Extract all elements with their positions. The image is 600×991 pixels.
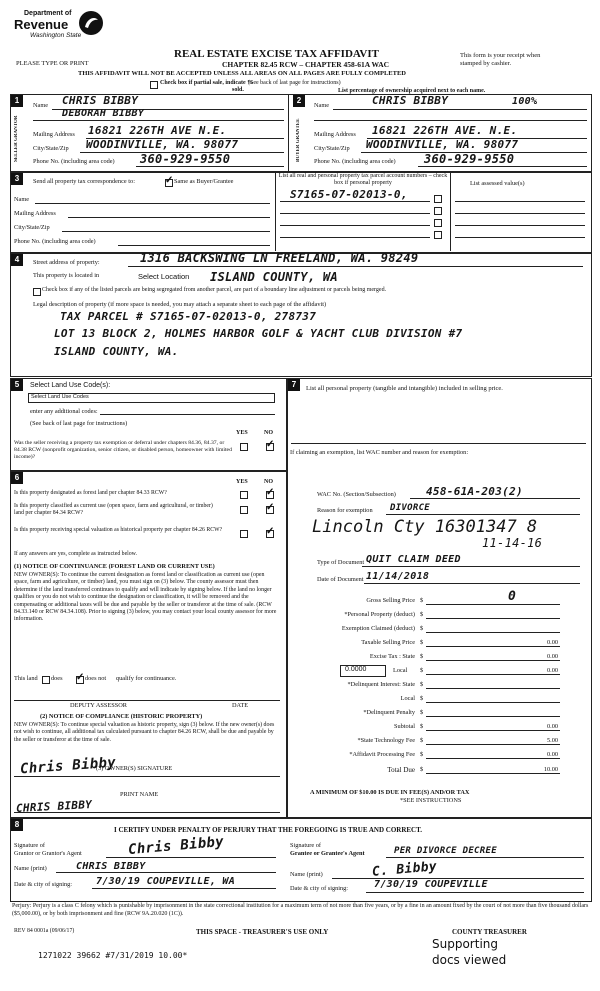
notice-2-title: (2) NOTICE OF COMPLIANCE (HISTORIC PROPERTY) [40, 713, 203, 720]
dollar-sign: $ [420, 653, 424, 660]
this-land-label: This land [14, 675, 38, 682]
buyer-side-label: BUYER GRANTEE [296, 118, 301, 162]
legal-description-label: Legal description of property (if more space is needed, you may attach a separate sheet to each page of the affidavit) [33, 301, 327, 308]
seller-mailing[interactable]: 16821 226TH AVE N.E. [88, 124, 227, 137]
section-5-number: 5 [11, 379, 23, 391]
grantor-sig-label-1: Signature of [14, 842, 45, 849]
treasurer-use-only: THIS SPACE - TREASURER'S USE ONLY [196, 928, 329, 936]
forest-q1: Is this property designated as forest land per chapter 84.33 RCW? [14, 490, 167, 496]
seller-name-label: Name [33, 102, 49, 109]
taxable-selling-label: Taxable Selling Price [361, 639, 415, 646]
notice-2-body: NEW OWNER(S): To continue special valuation as historic property, sign (3) below. If the new owner(s) does not wish to continue, all additional tax calculated pursuant to chapter 84.26 RCW, shall be due and payable by the seller or transferor at the time of sale. [14, 722, 275, 743]
grantee-date[interactable]: 7/30/19 COUPEVILLE [374, 879, 488, 890]
taxable-selling-value: 0.00 [546, 639, 558, 646]
reason-value[interactable]: DIVORCE [390, 503, 431, 513]
legal-line-3[interactable]: ISLAND COUNTY, WA. [54, 345, 179, 358]
delinquent-local-label: Local [400, 695, 415, 702]
partial-sale-label: Check box if partial sale, indicate % [160, 80, 254, 86]
reason-label: Reason for exemption [317, 507, 373, 514]
supporting-docs-line1: Supporting [432, 937, 498, 951]
land-use-no: NO [264, 430, 273, 436]
recording-stamp: 1271022 39662 #7/31/2019 10.00* [38, 951, 188, 960]
personal-property-checkbox-2[interactable] [434, 207, 442, 215]
buyer-name-label: Name [314, 102, 330, 109]
section-1-number: 1 [11, 95, 23, 107]
corr-city-label: City/State/Zip [14, 224, 50, 231]
dollar-sign: $ [420, 597, 424, 604]
grantee-name-label: Name (print) [290, 871, 323, 878]
grantor-date[interactable]: 7/30/19 COUPEVILLE, WA [96, 876, 236, 887]
parcel-accounts-header: List all real and personal property tax parcel account numbers – check box if personal property [278, 173, 448, 186]
exemption-no-checkbox[interactable] [266, 443, 274, 451]
buyer-mailing-label: Mailing Address [314, 131, 356, 138]
buyer-pct[interactable]: 100% [512, 96, 538, 107]
tech-fee-value: 5.00 [546, 737, 558, 744]
grantee-sig-label-2: Grantee or Grantee's Agent [290, 850, 365, 857]
deputy-date-label: DATE [232, 702, 249, 709]
qualify-label: qualify for continuance. [116, 675, 177, 682]
supporting-docs-line2: docs viewed [432, 953, 507, 967]
forest-q3-yes[interactable] [240, 530, 248, 538]
dollar-sign: $ [420, 695, 424, 702]
excise-state-label: Excise Tax : State [369, 653, 415, 660]
property-county[interactable]: ISLAND COUNTY, WA [210, 270, 338, 284]
dollar-sign: $ [420, 737, 424, 744]
dollar-sign: $ [420, 751, 424, 758]
partial-sale-checkbox[interactable] [150, 81, 158, 89]
located-label: This property is located in [33, 272, 100, 279]
notice-1-body: NEW OWNER(S): To continue the current designation as forest land or classification as current use (open space, farm and agriculture, or timber) land, you must sign on (3) below. The county assessor must then determine if the land transferred continues to qualify and will indicate by signing below. If the land no longer qualifies or you do not wish to continue the designation or classification, it will be removed and the compensating or additional taxes will be due and payable by the seller or transferor at the time of sale. (RCW 84.33.140 or RCW 84.34.108). Prior to signing (3) below, you may contact your local county assessor for more information. [14, 572, 277, 623]
doc-date[interactable]: 11/14/2018 [366, 571, 430, 582]
processing-fee-value: 0.00 [546, 751, 558, 758]
send-correspondence-label: Send all property tax correspondence to: [33, 178, 135, 185]
corr-mailing-label: Mailing Address [14, 210, 56, 217]
see-back-header: (See back of last page for instructions) [248, 80, 341, 86]
doc-type-label: Type of Document [317, 559, 365, 566]
minimum-due-note: A MINIMUM OF $10.00 IS DUE IN FEE(S) AND/OR TAX [310, 789, 470, 796]
notice-1-title: (1) NOTICE OF CONTINUANCE (FOREST LAND OR CURRENT USE) [14, 563, 215, 570]
local-rate-value: 0.0000 [345, 666, 367, 673]
doc-date-label: Date of Document [317, 576, 364, 583]
forest-q2-no[interactable] [266, 506, 274, 514]
segregated-checkbox[interactable] [33, 288, 41, 296]
see-instructions: *SEE INSTRUCTIONS [400, 797, 462, 804]
grantor-date-label: Date & city of signing: [14, 881, 73, 888]
owner-signature[interactable]: Chris Bibby [19, 754, 117, 778]
forest-q3: Is this property receiving special valuation as historical property per chapter 84.26 RCW? [14, 527, 223, 533]
seller-name2[interactable]: DEBORAH BIBBY [62, 108, 145, 119]
seller-phone[interactable]: 360-929-9550 [140, 152, 231, 166]
dollar-sign: $ [420, 625, 424, 632]
please-type: PLEASE TYPE OR PRINT [16, 60, 89, 67]
grantor-name[interactable]: CHRIS BIBBY [76, 861, 146, 872]
seller-city-label: City/State/Zip [33, 145, 69, 152]
grantor-name-label: Name (print) [14, 865, 47, 872]
seller-phone-label: Phone No. (including area code) [33, 158, 115, 165]
buyer-name[interactable]: CHRIS BIBBY [372, 94, 449, 107]
delinquent-penalty-label: *Delinquent Penalty [363, 709, 415, 716]
forest-yes: YES [236, 479, 248, 485]
reason-line-3[interactable]: 11-14-16 [482, 536, 543, 550]
rev-number: REV 84 0001a (09/06/17) [14, 928, 75, 934]
local-label: Local [393, 667, 408, 674]
legal-line-2[interactable]: LOT 13 BLOCK 2, HOLMES HARBOR GOLF & YACHT CLUB DIVISION #7 [54, 327, 463, 340]
forest-q2-yes[interactable] [240, 506, 248, 514]
land-use-label: Select Land Use Code(s): [30, 382, 111, 389]
grantee-sig-label-1: Signature of [290, 842, 321, 849]
forest-q3-no[interactable] [266, 530, 274, 538]
sold-label: sold. [232, 87, 244, 93]
subtotal-value: 0.00 [546, 723, 558, 730]
does-checkbox[interactable] [42, 676, 50, 684]
land-use-see-back: (See back of last page for instructions) [30, 420, 128, 427]
seller-name1[interactable]: CHRIS BIBBY [62, 94, 139, 107]
wac-label: WAC No. (Section/Subsection) [317, 491, 396, 498]
buyer-city-label: City/State/Zip [314, 145, 350, 152]
section-6-number: 6 [11, 472, 23, 484]
gross-selling-label: Gross Selling Price [366, 597, 415, 604]
segregated-note: Check box if any of the listed parcels are being segregated from another parcel, are part of a boundary line adjustment or parcels being merged. [42, 287, 387, 293]
select-location[interactable]: Select Location [138, 272, 190, 281]
seller-city[interactable]: WOODINVILLE, WA. 98077 [86, 138, 239, 151]
certify-text: I CERTIFY UNDER PENALTY OF PERJURY THAT THE FOREGOING IS TRUE AND CORRECT. [114, 826, 423, 834]
buyer-mailing[interactable]: 16821 226TH AVE. N.E. [372, 124, 518, 137]
legal-line-1[interactable]: TAX PARCEL # S7165-07-02013-0, 278737 [60, 310, 317, 323]
seller-side-label: SELLER GRANTOR [14, 115, 19, 162]
land-use-dropdown[interactable] [28, 393, 275, 403]
logo-line1: Department of [24, 10, 72, 17]
exemption-yes-checkbox[interactable] [240, 443, 248, 451]
personal-property-checkbox-4[interactable] [434, 231, 442, 239]
buyer-city[interactable]: WOODINVILLE, WA. 98077 [366, 138, 519, 151]
logo-line2: Revenue [14, 17, 69, 32]
exemption-question: Was the seller receiving a property tax exemption or deferral under chapters 84.36, 84.37, or 84.38 RCW (nonprofit organization, senior citizen, or disabled person, homeowner with limited income)? [14, 440, 232, 460]
section-4-number: 4 [11, 254, 23, 266]
form-subtitle: CHAPTER 82.45 RCW – CHAPTER 458-61A WAC [222, 60, 390, 69]
delinquent-interest-label: *Delinquent Interest: State [347, 681, 415, 688]
receipt-note: This form is your receipt when stamped by cashier. [460, 52, 541, 67]
grantee-signature[interactable]: PER DIVORCE DECREE [394, 846, 497, 856]
dollar-sign: $ [420, 723, 424, 730]
does-not-checkbox[interactable] [76, 676, 84, 684]
grantor-sig-label-2: Grantor or Grantor's Agent [14, 850, 82, 857]
parcel-account-1[interactable]: S7165-07-02013-0, [290, 188, 408, 201]
forest-q1-no[interactable] [266, 491, 274, 499]
assessed-values-header: List assessed value(s) [470, 180, 525, 187]
local-rate-box [340, 665, 386, 677]
dor-swirl-icon [78, 10, 104, 36]
print-name-label: PRINT NAME [120, 791, 159, 798]
total-due-value: 10.00 [543, 766, 558, 773]
excise-state-value: 0.00 [546, 653, 558, 660]
dollar-sign: $ [420, 611, 424, 618]
section-3-number: 3 [11, 173, 23, 185]
dor-logo [14, 10, 104, 50]
corr-phone-label: Phone No. (including area code) [14, 238, 96, 245]
wac-number[interactable]: 458-61A-203(2) [426, 485, 523, 498]
county-treasurer: COUNTY TREASURER [452, 928, 527, 936]
personal-property-checkbox-3[interactable] [434, 219, 442, 227]
exemption-claimed-label: Exemption Claimed (deduct) [341, 625, 415, 632]
doc-type[interactable]: QUIT CLAIM DEED [366, 554, 461, 565]
personal-property-deduct-label: *Personal Property (deduct) [344, 611, 415, 618]
dollar-sign: $ [420, 681, 424, 688]
subtotal-label: Subtotal [394, 723, 415, 730]
grantor-signature[interactable]: Chris Bibby [127, 833, 225, 859]
tech-fee-label: *State Technology Fee [357, 737, 415, 744]
form-title: REAL ESTATE EXCISE TAX AFFIDAVIT [174, 48, 379, 60]
personal-property-checkbox-1[interactable] [434, 195, 442, 203]
forest-any-yes: If any answers are yes, complete as instructed below. [14, 551, 137, 557]
seller-mailing-label: Mailing Address [33, 131, 75, 138]
section-2-number: 2 [293, 95, 305, 107]
total-due-label: Total Due [387, 766, 415, 774]
same-as-buyer-checkbox[interactable] [165, 179, 173, 187]
owner-print-name[interactable]: CHRIS BIBBY [15, 798, 93, 815]
claim-exemption-label: If claiming an exemption, list WAC number and reason for exemption: [290, 449, 469, 456]
additional-codes-label: enter any additional codes: [30, 408, 98, 415]
gross-selling-hand[interactable]: 0 [508, 589, 517, 604]
forest-q2: Is this property classified as current use (open space, farm and agricultural, or timber) land per chapter 84.34 RCW? [14, 503, 213, 516]
dollar-sign: $ [420, 667, 424, 674]
does-not-label: does not [85, 675, 107, 682]
deputy-assessor-label: DEPUTY ASSESSOR [70, 702, 127, 709]
perjury-notice: Perjury: Perjury is a class C felony which is punishable by imprisonment in the state correctional institution for a maximum term of not more than five years, or by a fine in an amount fixed by the court of not more than five thousand dollars ($5,000.00), or by both imprisonment and fine (RCW 9A.20.020 (1C)). [12, 903, 589, 917]
street-label: Street address of property: [33, 259, 100, 266]
same-as-buyer-label: Same as Buyer/Grantee [174, 178, 234, 185]
dollar-sign: $ [420, 709, 424, 716]
form-warning: THIS AFFIDAVIT WILL NOT BE ACCEPTED UNLESS ALL AREAS ON ALL PAGES ARE FULLY COMPLETED [78, 70, 406, 77]
property-street[interactable]: 1316 BACKSWING LN FREELAND, WA. 98249 [140, 251, 419, 265]
land-use-dropdown-text: Select Land Use Codes [31, 394, 89, 400]
buyer-phone[interactable]: 360-929-9550 [424, 152, 515, 166]
section-7-number: 7 [288, 379, 300, 391]
forest-no: NO [264, 479, 273, 485]
land-use-yes: YES [236, 430, 248, 436]
buyer-phone-label: Phone No. (including area code) [314, 158, 396, 165]
personal-property-text: List all personal property (tangible and intangible) included in selling price. [306, 385, 503, 392]
corr-name-label: Name [14, 196, 30, 203]
forest-q1-yes[interactable] [240, 491, 248, 499]
grantee-name-signature[interactable]: C. Bibby [371, 859, 438, 880]
logo-line3: Washington State [30, 32, 82, 39]
dollar-sign: $ [420, 766, 424, 773]
local-value: 0.00 [546, 667, 558, 674]
section-8-number: 8 [11, 819, 23, 831]
does-label: does [51, 675, 63, 682]
grantee-date-label: Date & city of signing: [290, 885, 349, 892]
owner-sig-label: (3) OWNER(S) SIGNATURE [96, 765, 173, 772]
processing-fee-label: *Affidavit Processing Fee [349, 751, 415, 758]
reason-line-2[interactable]: Lincoln Cty 16301347 8 [312, 517, 538, 537]
dollar-sign: $ [420, 639, 424, 646]
ownership-pct-label: List percentage of ownership acquired next to each name. [338, 88, 486, 94]
